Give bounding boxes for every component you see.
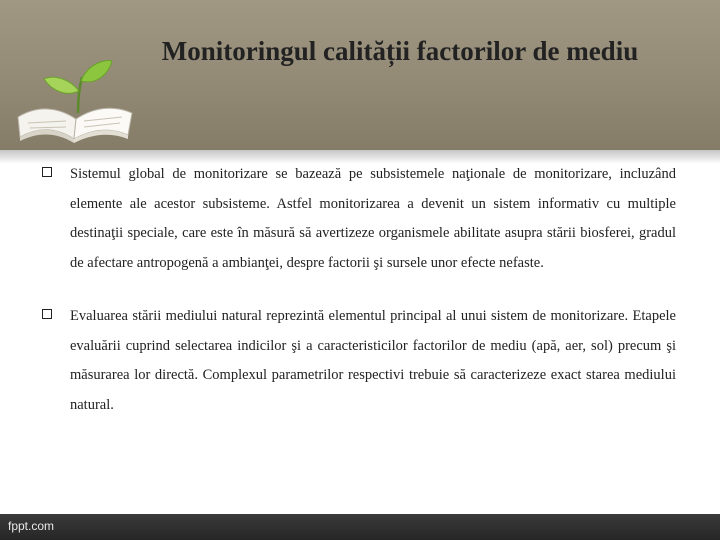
bullet-text-2: Evaluarea stării mediului natural reprezintă elementul principal al unui sistem de monitorizare. Etapele evaluării cuprind selectarea indicilor şi a caracteristicilor factorilor de mediu (apă, aer, sol) precum şi măsurarea lor directă. Complexul parametrilor respectivi trebuie să caracterizeze exact starea mediului natural.: [70, 308, 676, 413]
footer-bar: [0, 514, 720, 540]
footer-site-label: fppt.com: [8, 519, 55, 533]
bullet-item-1: [42, 160, 676, 278]
square-bullet-icon: [42, 309, 52, 319]
bullet-list: [42, 160, 676, 444]
slide-title: Monitoringul calității factorilor de mediu: [161, 36, 639, 66]
square-bullet-icon: [42, 167, 52, 177]
book-sprout-icon: [8, 55, 138, 150]
bullet-item-2: [42, 302, 676, 420]
bullet-text-1: Sistemul global de monitorizare se bazează pe subsistemele naţionale de monitorizare, incluzând elemente ale acestor subsisteme. Astfel monitorizarea a devenit un sistem informativ cu multiple destinaţii speciale, care este în măsură să avertizeze organismele abilitate asupra stării biosferei, gradul de afectare antropogenă a ambianţei, despre factorii şi sursele unor efecte nefaste.: [70, 166, 676, 271]
